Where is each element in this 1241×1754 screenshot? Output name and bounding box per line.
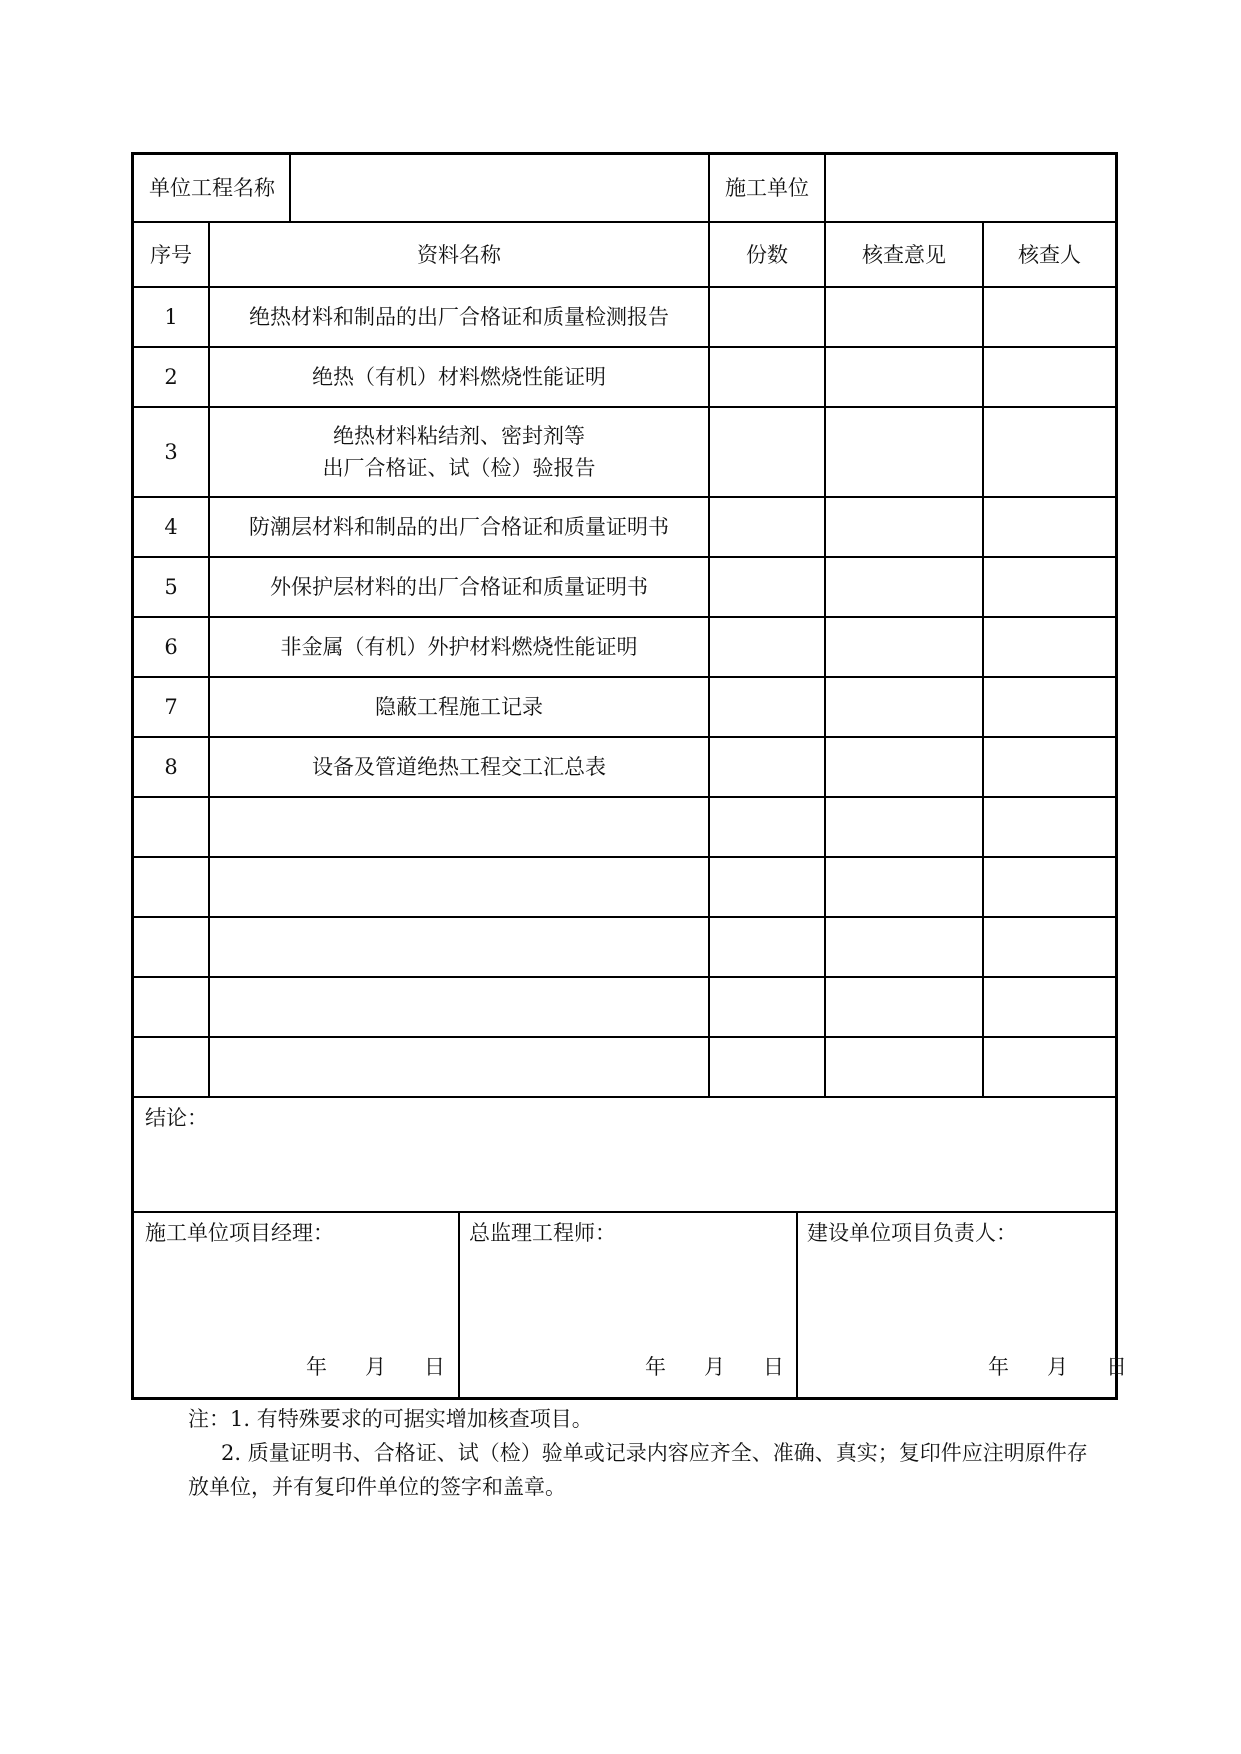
grid-line [134, 556, 1115, 558]
contractor-field[interactable] [826, 155, 1115, 221]
grid-line [289, 155, 291, 221]
note-line-3: 放单位，并有复印件单位的签字和盖章。 [188, 1475, 566, 1499]
column-header-checker: 核查人 [1018, 242, 1081, 267]
column-header-opinion: 核查意见 [862, 242, 946, 267]
row-6-name [210, 618, 708, 676]
row-6-name-line: 非金属（有机）外护材料燃烧性能证明 [280, 635, 638, 659]
grid-line [134, 221, 1115, 223]
row-2-name-line: 绝热（有机）材料燃烧性能证明 [312, 365, 606, 389]
day-label: 日 [1106, 1355, 1127, 1379]
grid-line [458, 1211, 460, 1397]
grid-line [134, 616, 1115, 618]
owner-representative-date [988, 1352, 1127, 1382]
grid-line [824, 155, 826, 1096]
grid-line [134, 406, 1115, 408]
column-header-seq: 序号 [150, 242, 192, 267]
contractor-manager-label: 施工单位项目经理： [145, 1221, 334, 1245]
year-label: 年 [306, 1355, 327, 1379]
month-label: 月 [704, 1355, 725, 1379]
note-line-2: 2. 质量证明书、合格证、试（检）验单或记录内容应齐全、准确、真实；复印件应注明原件存 [221, 1441, 1088, 1465]
grid-line [708, 155, 710, 1096]
row-8-name-line: 设备及管道绝热工程交工汇总表 [312, 755, 606, 779]
day-label: 日 [424, 1355, 445, 1379]
row-5-name-line: 外保护层材料的出厂合格证和质量证明书 [270, 575, 648, 599]
row-6-seq: 6 [164, 635, 178, 659]
row-7-seq: 7 [164, 695, 178, 719]
grid-line [208, 221, 210, 1096]
grid-line [134, 796, 1115, 798]
row-3-name-line-1: 绝热材料粘结剂、密封剂等 [333, 424, 585, 448]
owner-representative-label: 建设单位项目负责人： [807, 1221, 1017, 1245]
grid-line [134, 736, 1115, 738]
grid-line [796, 1211, 798, 1397]
notes [188, 1402, 1088, 1504]
row-4-name [210, 498, 708, 556]
row-3-seq: 3 [164, 440, 178, 464]
month-label: 月 [1047, 1355, 1068, 1379]
year-label: 年 [988, 1355, 1009, 1379]
row-1-seq: 1 [164, 305, 178, 329]
note-line-1: 注：1. 有特殊要求的可据实增加核查项目。 [188, 1407, 593, 1431]
chief-supervisor-label: 总监理工程师： [469, 1221, 616, 1245]
row-5-seq: 5 [164, 575, 178, 599]
row-5-name [210, 558, 708, 616]
grid-line [134, 346, 1115, 348]
row-7-name-line: 隐蔽工程施工记录 [375, 695, 543, 719]
contractor-manager-date [306, 1352, 445, 1382]
contractor-label: 施工单位 [725, 176, 809, 200]
project-name-field[interactable] [291, 155, 708, 221]
row-1-name-line: 绝热材料和制品的出厂合格证和质量检测报告 [249, 305, 669, 329]
grid-line [982, 221, 984, 1096]
row-8-seq: 8 [164, 755, 178, 779]
row-2-name [210, 348, 708, 406]
row-1-name [210, 288, 708, 346]
inspection-form-table [131, 152, 1127, 1400]
day-label: 日 [763, 1355, 784, 1379]
grid-line [134, 496, 1115, 498]
column-header-copies: 份数 [746, 242, 788, 267]
row-4-name-line: 防潮层材料和制品的出厂合格证和质量证明书 [249, 515, 669, 539]
grid-line [134, 856, 1115, 858]
grid-line [134, 1036, 1115, 1038]
row-7-name [210, 678, 708, 736]
row-2-seq: 2 [164, 365, 178, 389]
grid-line [134, 676, 1115, 678]
project-name-label: 单位工程名称 [149, 176, 275, 200]
chief-supervisor-date [645, 1352, 784, 1382]
month-label: 月 [365, 1355, 386, 1379]
row-3-name [210, 408, 708, 496]
row-4-seq: 4 [164, 515, 178, 539]
year-label: 年 [645, 1355, 666, 1379]
grid-line [134, 976, 1115, 978]
grid-line [134, 286, 1115, 288]
column-header-name: 资料名称 [417, 242, 501, 267]
row-8-name [210, 738, 708, 796]
row-3-name-line-2: 出厂合格证、试（检）验报告 [322, 456, 596, 480]
grid-line [134, 1096, 1115, 1098]
conclusion-label: 结论： [145, 1106, 208, 1130]
grid-line [134, 1211, 1115, 1213]
grid-line [134, 916, 1115, 918]
